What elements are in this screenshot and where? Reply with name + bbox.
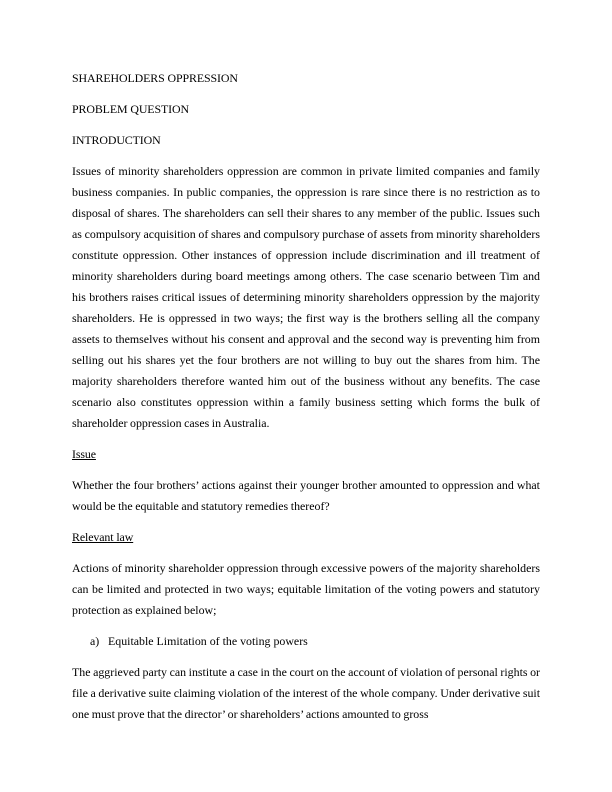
document-body	[72, 68, 540, 735]
document-title: SHAREHOLDERS OPPRESSION	[72, 71, 238, 85]
intro-heading: INTRODUCTION	[72, 133, 161, 147]
issue-heading: Issue	[72, 447, 96, 461]
list-item	[72, 631, 540, 652]
intro-paragraph: Issues of minority shareholders oppression are common in private limited companies and family business companies. In public companies, the oppression is rare since there is no restriction as to disposal of shares. The shareholders can sell their shares to any member of the public. Issues such as compulsory acquisition of shares and compulsory purchase of assets from minority shareholders constitute oppression. Other instances of oppression include discrimination and ill treatment of minority shareholders during board meetings among others. The case scenario between Tim and his brothers raises critical issues of determining minority shareholders oppression by the majority shareholders. He is oppressed in two ways; the first way is the brothers selling all the company assets to themselves without his consent and approval and the second way is preventing him from selling out his shares yet the four brothers are not willing to buy out the shares from him. The majority shareholders therefore wanted him out of the business without any benefits. The case scenario also constitutes oppression within a family business setting which forms the bulk of shareholder oppression cases in Australia.	[72, 164, 540, 430]
relevant-law-paragraph: Actions of minority shareholder oppression through excessive powers of the majority shareholders can be limited and protected in two ways; equitable limitation of the voting powers and statutory protection as explained below;	[72, 561, 540, 617]
issue-paragraph: Whether the four brothers’ actions against their younger brother amounted to oppression and what would be the equitable and statutory remedies thereof?	[72, 478, 540, 513]
relevant-law-heading: Relevant law	[72, 530, 134, 544]
list-item-marker: a)	[90, 634, 100, 648]
list-item-text: Equitable Limitation of the voting powers	[108, 634, 308, 648]
document-subtitle: PROBLEM QUESTION	[72, 102, 189, 116]
final-paragraph: The aggrieved party can institute a case in the court on the account of violation of personal rights or file a derivative suite claiming violation of the interest of the whole company. Under derivative suit one must prove that the director’ or shareholders’ actions amounted to gross	[72, 665, 540, 721]
